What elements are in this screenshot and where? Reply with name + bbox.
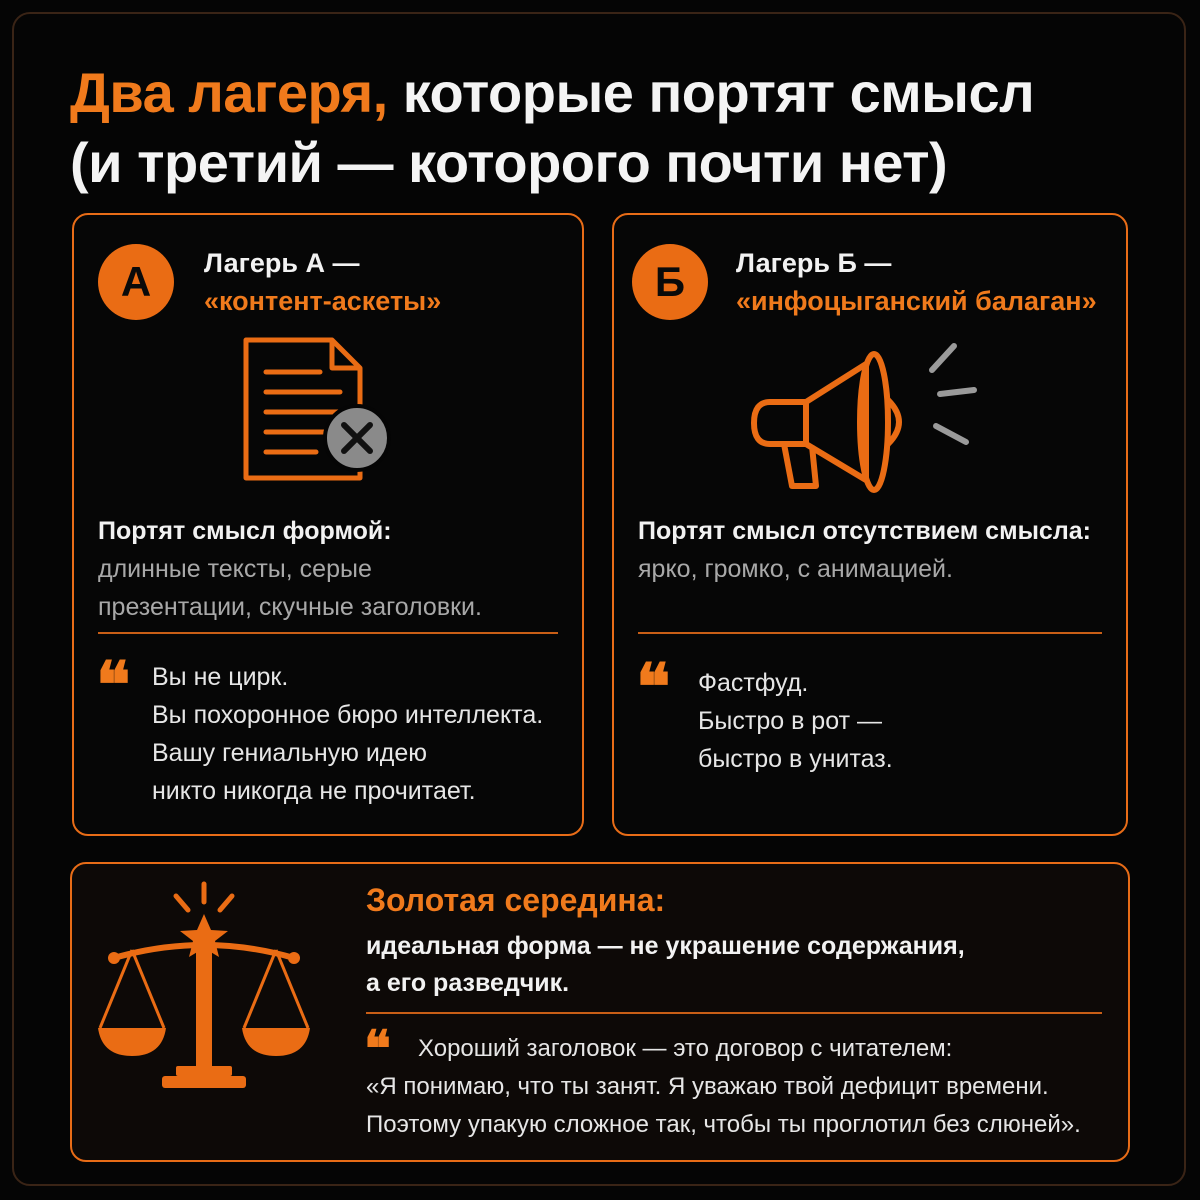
camp-b-badge: Б [632,244,708,320]
camp-b-label-line2: «инфоцыганский балаган» [736,286,1097,316]
golden-subtitle-line2: а его разведчик. [366,969,570,997]
golden-divider [366,1012,1102,1014]
camp-a-quote-line: Вы не цирк. [152,663,289,691]
camp-a-quote-line: Вы похоронное бюро интеллекта. [152,701,544,729]
camp-a-label-line2: «контент-аскеты» [204,286,442,316]
camp-a-lead-muted-1: длинные тексты, серые [98,555,372,583]
golden-subtitle [366,928,965,1002]
document-cross-icon [240,334,400,484]
golden-quote-line3: Поэтому упакую сложное так, чтобы ты проглотил без слюней». [366,1111,1081,1138]
camp-b-lead-muted-1: ярко, громко, с анимацией. [638,555,953,583]
camp-a-label-line1: Лагерь А — [204,248,360,278]
camp-b-lead-strong: Портят смысл отсутствием смысла: [638,517,1091,545]
camp-b-lead [638,512,1091,588]
camp-a-lead [98,512,482,626]
camp-b-label-line1: Лагерь Б — [736,248,892,278]
title-line2: (и третий — которого почти нет) [70,131,948,194]
title-accent: Два лагеря, [70,61,388,124]
scales-icon [92,880,322,1100]
golden-quote [366,1030,1106,1144]
camp-a-quote-line: никто никогда не прочитает. [152,777,476,805]
camp-b-quote-icon: ❝ [636,650,671,725]
camp-a-quote [152,658,543,810]
golden-quote-line1: Хороший заголовок — это договор с читателем: [418,1035,953,1062]
camp-a-label [204,244,441,320]
camp-b-label [736,244,1097,320]
golden-title: Золотая середина: [366,882,666,918]
page-title [70,58,1150,198]
camp-a-quote-icon: ❝ [96,648,131,723]
camp-a-badge: А [98,244,174,320]
title-rest: которые портят смысл [387,61,1035,124]
camp-a-lead-strong: Портят смысл формой: [98,517,392,545]
megaphone-icon [740,330,990,500]
camp-a-divider [98,632,558,634]
camp-b-quote-line: Фастфуд. [698,669,809,697]
golden-quote-icon: ❝ [364,1019,391,1078]
camp-a-lead-muted-2: презентации, скучные заголовки. [98,593,482,621]
camp-b-quote-line: быстро в унитаз. [698,745,893,773]
camp-b-quote-line: Быстро в рот — [698,707,882,735]
camp-b-quote [698,664,893,778]
camp-a-quote-line: Вашу гениальную идею [152,739,428,767]
golden-quote-line2: «Я понимаю, что ты занят. Я уважаю твой дефицит времени. [366,1073,1049,1100]
camp-b-divider [638,632,1102,634]
golden-subtitle-line1: идеальная форма — не украшение содержания, [366,932,965,960]
